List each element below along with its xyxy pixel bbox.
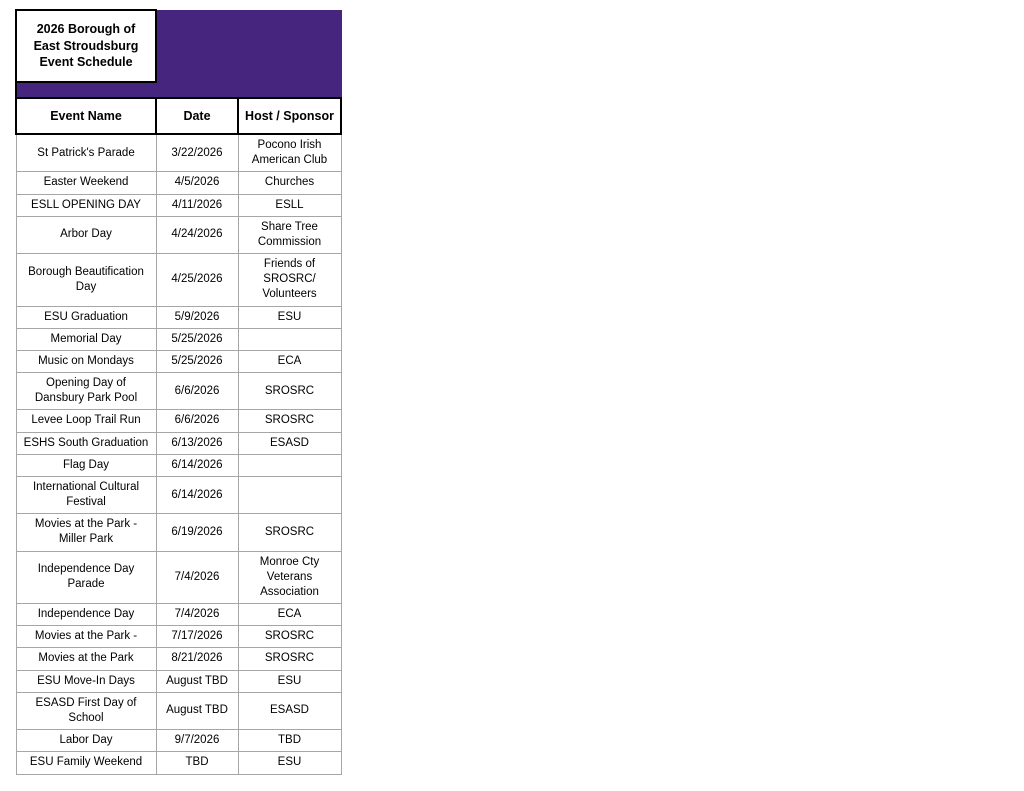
table-row [16,134,341,172]
cell-host-sponsor: ECA [238,604,341,626]
cell-event-name: ESHS South Graduation [16,432,156,454]
table-row [16,350,341,372]
cell-date: 4/5/2026 [156,172,238,194]
cell-date: 7/4/2026 [156,551,238,604]
accent-spacer-cell-1 [16,82,156,98]
cell-date: 8/21/2026 [156,648,238,670]
cell-date: TBD [156,752,238,774]
cell-event-name: International Cultural Festival [16,476,156,513]
cell-host-sponsor: SROSRC [238,410,341,432]
cell-event-name: Movies at the Park - [16,626,156,648]
title-accent-block-2 [238,10,341,82]
cell-date: 3/22/2026 [156,134,238,172]
cell-host-sponsor: SROSRC [238,648,341,670]
cell-host-sponsor: ESU [238,752,341,774]
cell-host-sponsor: ECA [238,350,341,372]
table-row [16,194,341,216]
table-row [16,551,341,604]
cell-event-name: ESU Move-In Days [16,670,156,692]
cell-date: 4/25/2026 [156,254,238,307]
cell-event-name: Easter Weekend [16,172,156,194]
table-row [16,216,341,253]
cell-date: 6/14/2026 [156,454,238,476]
table-row [16,730,341,752]
cell-event-name: Movies at the Park - Miller Park [16,514,156,551]
cell-event-name: Levee Loop Trail Run [16,410,156,432]
table-row [16,172,341,194]
cell-host-sponsor: Friends of SROSRC/ Volunteers [238,254,341,307]
table-row [16,514,341,551]
table-row [16,692,341,729]
table-row [16,328,341,350]
cell-date: 5/25/2026 [156,350,238,372]
cell-date: 5/9/2026 [156,306,238,328]
cell-event-name: ESU Graduation [16,306,156,328]
cell-date: 4/24/2026 [156,216,238,253]
column-header-event-name: Event Name [16,98,156,134]
cell-date: 5/25/2026 [156,328,238,350]
table-row [16,306,341,328]
table-row [16,454,341,476]
cell-host-sponsor: Churches [238,172,341,194]
table-row [16,752,341,774]
accent-spacer-cell-3 [238,82,341,98]
cell-host-sponsor: SROSRC [238,514,341,551]
cell-event-name: Independence Day [16,604,156,626]
cell-host-sponsor: Share Tree Commission [238,216,341,253]
cell-host-sponsor: SROSRC [238,373,341,410]
cell-host-sponsor: Monroe Cty Veterans Association [238,551,341,604]
cell-event-name: Opening Day of Dansbury Park Pool [16,373,156,410]
cell-date: 6/6/2026 [156,410,238,432]
cell-date: 6/13/2026 [156,432,238,454]
table-row [16,648,341,670]
document-title: 2026 Borough of East Stroudsburg Event Schedule [16,10,156,82]
cell-date: 9/7/2026 [156,730,238,752]
cell-host-sponsor: ESASD [238,432,341,454]
cell-date: 7/17/2026 [156,626,238,648]
table-body [16,10,341,774]
cell-event-name: Flag Day [16,454,156,476]
title-accent-block-1 [156,10,238,82]
cell-host-sponsor: ESU [238,306,341,328]
cell-event-name: ESU Family Weekend [16,752,156,774]
column-header-row [16,98,341,134]
cell-event-name: ESASD First Day of School [16,692,156,729]
cell-host-sponsor: TBD [238,730,341,752]
cell-host-sponsor: ESU [238,670,341,692]
column-header-host-sponsor: Host / Sponsor [238,98,341,134]
table-row [16,476,341,513]
table-row [16,626,341,648]
accent-spacer-cell-2 [156,82,238,98]
table-row [16,410,341,432]
cell-event-name: ESLL OPENING DAY [16,194,156,216]
cell-date: 4/11/2026 [156,194,238,216]
table-row [16,670,341,692]
table-row [16,254,341,307]
cell-event-name: St Patrick's Parade [16,134,156,172]
cell-host-sponsor: ESASD [238,692,341,729]
table-row [16,373,341,410]
column-header-date: Date [156,98,238,134]
cell-host-sponsor [238,328,341,350]
cell-host-sponsor [238,454,341,476]
cell-date: 6/14/2026 [156,476,238,513]
cell-date: August TBD [156,670,238,692]
cell-event-name: Borough Beautification Day [16,254,156,307]
cell-event-name: Movies at the Park [16,648,156,670]
cell-host-sponsor: Pocono Irish American Club [238,134,341,172]
cell-date: 6/19/2026 [156,514,238,551]
cell-host-sponsor: SROSRC [238,626,341,648]
cell-event-name: Labor Day [16,730,156,752]
accent-spacer-row [16,82,341,98]
cell-host-sponsor: ESLL [238,194,341,216]
cell-event-name: Memorial Day [16,328,156,350]
cell-host-sponsor [238,476,341,513]
cell-event-name: Music on Mondays [16,350,156,372]
cell-event-name: Arbor Day [16,216,156,253]
cell-event-name: Independence Day Parade [16,551,156,604]
title-row [16,10,341,82]
table-row [16,604,341,626]
cell-date: 7/4/2026 [156,604,238,626]
table-row [16,432,341,454]
cell-date: August TBD [156,692,238,729]
cell-date: 6/6/2026 [156,373,238,410]
event-schedule-table [15,9,342,775]
